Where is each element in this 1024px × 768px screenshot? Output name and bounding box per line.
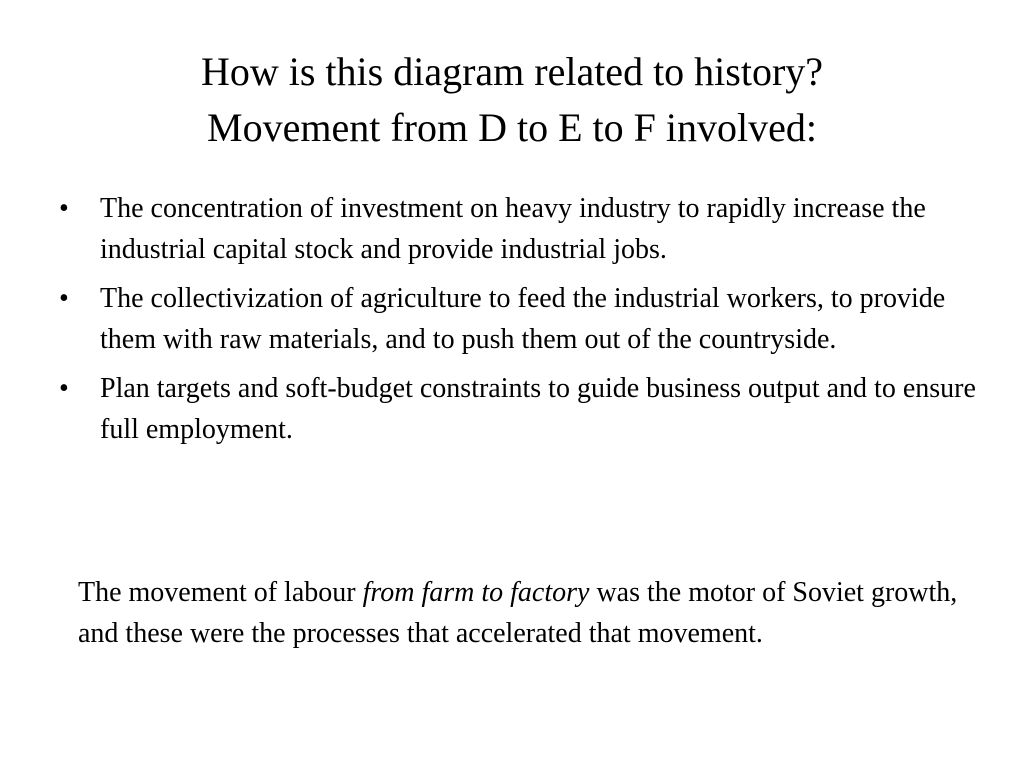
summary-note — [78, 572, 958, 654]
bullet-marker: • — [59, 193, 69, 224]
bullet-text: Plan targets and soft-budget constraints to guide business output and to ensure full employment. — [100, 373, 976, 445]
bullet-text: The concentration of investment on heavy industry to rapidly increase the industrial capital stock and provide industrial jobs. — [100, 193, 926, 265]
bullet-item — [57, 278, 977, 360]
bullet-marker: • — [59, 283, 69, 314]
bullet-list — [57, 188, 977, 458]
title-line-1: How is this diagram related to history? — [200, 49, 824, 94]
bullet-marker: • — [59, 373, 69, 404]
note-text-end: was the motor of Soviet growth, and these were the processes that accelerated that movement. — [78, 577, 958, 649]
note-emphasis: from farm to factory — [362, 577, 590, 608]
title-line-2: Movement from D to E to F involved: — [207, 105, 817, 150]
slide-title — [0, 44, 1024, 156]
bullet-item — [57, 368, 977, 450]
note-text-start: The movement of labour — [78, 577, 363, 608]
bullet-text: The collectivization of agriculture to feed the industrial workers, to provide them with raw materials, and to push them out of the countryside. — [100, 283, 946, 355]
bullet-item — [57, 188, 977, 270]
